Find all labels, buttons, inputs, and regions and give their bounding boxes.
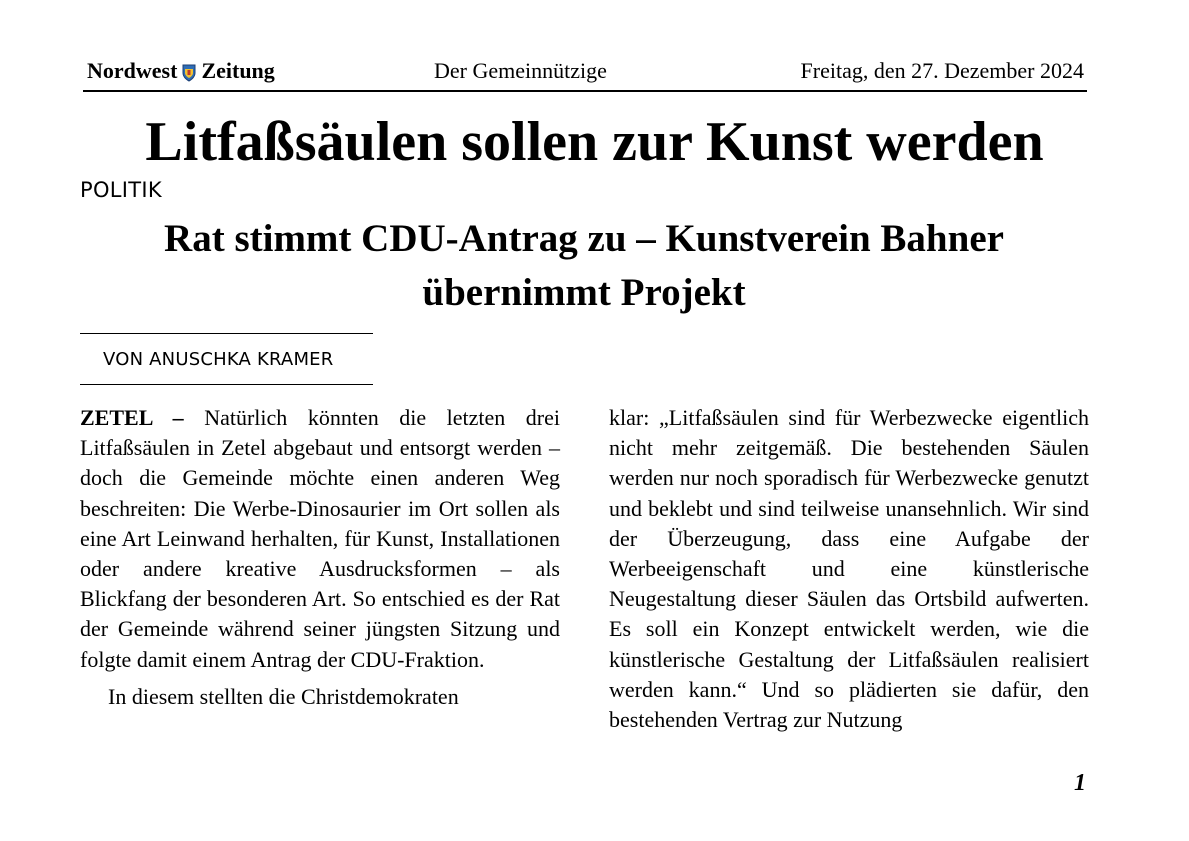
newspaper-logo [87,58,275,84]
paragraph: klar: „Litfaßsäulen sind für Werbezwecke eigentlich nicht mehr zeitgemäß. Die bestehenden Säulen werden nur noch sporadisch für Werbezwecke genutzt und beklebt und sind teilweise unansehnlich. Wir sind der Überzeugung, dass eine Aufgabe der Werbeeigenschaft und eine künstlerische Neugestaltung dieser Säulen das Ortsbild aufwerten. Es soll ein Konzept entwickelt werden, wie die künstlerische Gestaltung der Litfaßsäulen realisiert werden kann.“ Und so plädierten sie dafür, den bestehenden Vertrag zur Nutzung [609,405,1089,733]
brand-name-left: Nordwest [87,58,178,83]
paragraph [80,403,560,675]
paragraph-text: Natürlich könnten die letzten drei Litfaßsäulen in Zetel abgebaut und entsorgt werden – doch die Gemeinde möchte einen anderen Weg beschreiten: Die Werbe-Dinosaurier im Ort sollen als eine Art Leinwand herhalten, für Kunst, Installationen oder andere kreative Ausdrucksformen – als Blickfang der besonderen Art. So entschied es der Rat der Gemeinde während seiner jüngsten Sitzung und folgte damit einem Antrag der CDU-Fraktion. [80,405,561,672]
rubric: POLITIK [80,178,162,202]
byline: VON ANUSCHKA KRAMER [103,349,334,370]
byline-rule-top [80,333,373,334]
dateline: ZETEL – [80,405,184,430]
crest-icon [182,62,196,80]
issue-date: Freitag, den 27. Dezember 2024 [800,58,1084,83]
page-number: 1 [1074,770,1086,796]
subheadline: Rat stimmt CDU-Antrag zu – Kunstverein Bahner übernimmt Projekt [164,217,1004,314]
section-title: Der Gemeinnützige [434,58,607,83]
headline: Litfaßsäulen sollen zur Kunst werden [145,111,1044,173]
masthead [83,56,1087,92]
byline-rule-bottom [80,384,373,385]
paragraph: In diesem stellten die Christdemokraten [108,683,459,709]
article-column-2 [609,403,1089,735]
article-column-1 [80,403,560,712]
brand-name-right: Zeitung [201,58,275,83]
